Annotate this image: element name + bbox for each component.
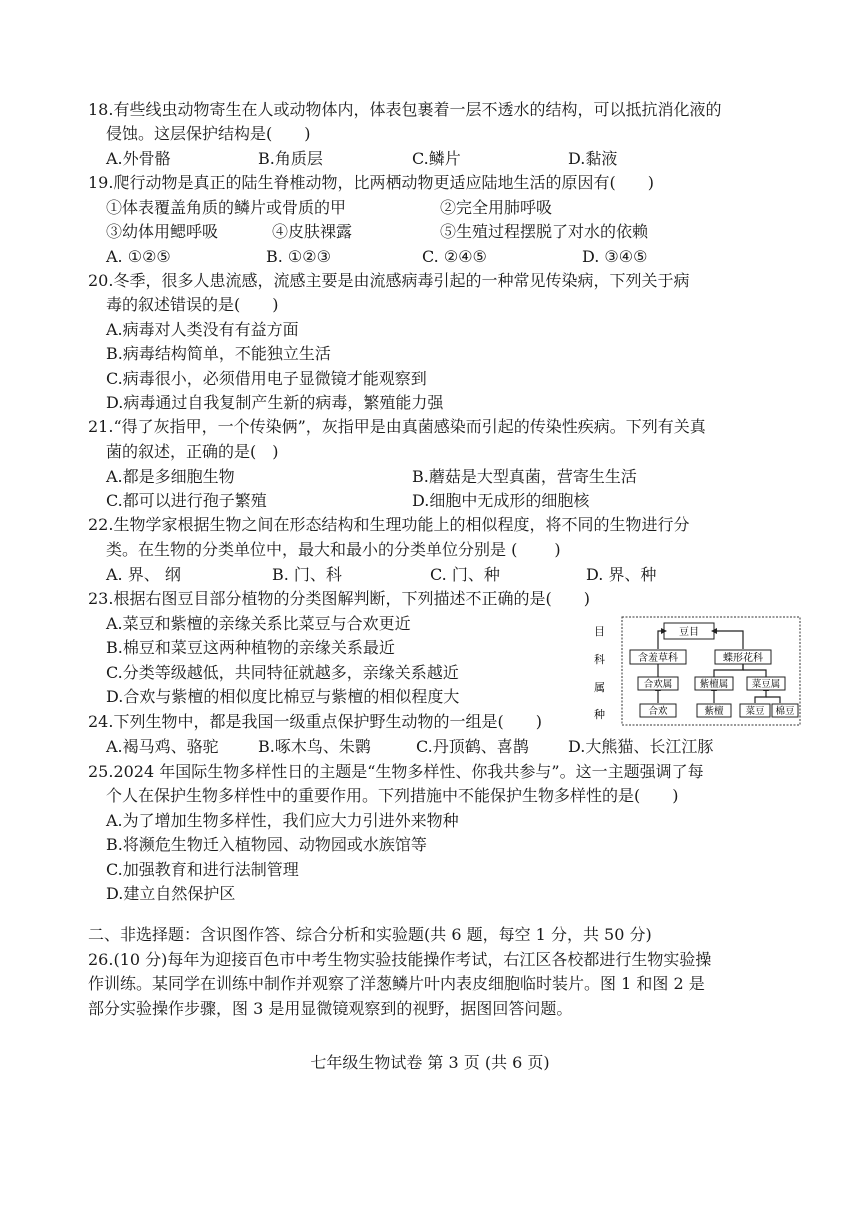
page-footer: 七年级生物试卷 第 3 页 (共 6 页)	[310, 1053, 550, 1072]
option-18-b: B.角质层	[258, 149, 323, 168]
option-19-a: A. ①②⑤	[106, 247, 171, 266]
option-20-b: B.病毒结构简单，不能独立生活	[106, 344, 331, 363]
genus-albizia: 合欢属	[643, 679, 673, 690]
species-pterocarpus: 紫檀	[704, 706, 724, 717]
family-papilionaceae: 蝶形花科	[723, 653, 763, 664]
option-23-d: D.合欢与紫檀的相似度比棉豆与紫檀的相似程度大	[106, 687, 460, 706]
question-22-stem-cont: 类。在生物的分类单位中，最大和最小的分类单位分别是 ( )	[106, 540, 561, 559]
option-19-b: B. ①②③	[266, 247, 331, 266]
level-label-species: 种	[594, 708, 605, 721]
option-19-c: C. ②④⑤	[422, 247, 487, 266]
question-25-stem-cont: 个人在保护生物多样性中的重要作用。下列措施中不能保护生物多样性的是( )	[106, 786, 679, 805]
genus-phaseolus: 菜豆属	[751, 679, 781, 690]
order-name: 豆目	[679, 627, 699, 638]
option-25-d: D.建立自然保护区	[106, 884, 236, 903]
option-20-d: D.病毒通过自我复制产生新的病毒，繁殖能力强	[106, 393, 444, 412]
level-label-genus: 属	[594, 681, 605, 694]
option-22-a: A. 界、 纲	[106, 565, 181, 584]
option-22-b: B. 门、科	[272, 565, 342, 584]
family-mimosaceae: 含羞草科	[638, 653, 678, 664]
level-label-family: 科	[594, 653, 605, 666]
option-23-c: C.分类等级越低，共同特征就越多，亲缘关系越近	[106, 663, 459, 682]
option-22-d: D. 界、种	[586, 565, 657, 584]
option-23-b: B.棉豆和菜豆这两种植物的亲缘关系最近	[106, 638, 395, 657]
question-19-stem: 19.爬行动物是真正的陆生脊椎动物，比两栖动物更适应陆地生活的原因有( )	[88, 173, 654, 192]
question-25-stem: 25.2024 年国际生物多样性日的主题是“生物多样性、你我共参与”。这一主题强调了每	[88, 762, 704, 781]
question-18-stem: 18.有些线虫动物寄生在人或动物体内，体表包裹着一层不透水的结构，可以抵抗消化液的	[88, 100, 722, 119]
item-19-4: ④皮肤裸露	[272, 222, 353, 241]
option-20-a: A.病毒对人类没有有益方面	[106, 320, 299, 339]
option-21-a: A.都是多细胞生物	[106, 467, 235, 486]
option-24-c: C.丹顶鹤、喜鹊	[416, 737, 529, 756]
question-20-stem: 20.冬季，很多人患流感，流感主要是由流感病毒引起的一种常见传染病，下列关于病	[88, 271, 690, 290]
question-23-stem: 23.根据右图豆目部分植物的分类图解判断，下列描述不正确的是( )	[88, 589, 590, 608]
species-albizia: 合欢	[648, 706, 668, 717]
level-label-order: 目	[594, 625, 605, 638]
option-18-a: A.外骨骼	[106, 149, 171, 168]
question-26-stem: 26.(10 分)每年为迎接百色市中考生物实验技能操作考试，右江区各校都进行生物实验操	[88, 950, 712, 969]
item-19-5: ⑤生殖过程摆脱了对水的依赖	[440, 222, 649, 241]
question-26-stem-cont-2: 部分实验操作步骤，图 3 是用显微镜观察到的视野，据图回答问题。	[88, 999, 573, 1018]
option-24-d: D.大熊猫、长江江豚	[568, 737, 714, 756]
option-21-b: B.蘑菇是大型真菌，营寄生生活	[412, 467, 637, 486]
option-24-a: A.褐马鸡、骆驼	[106, 737, 219, 756]
question-22-stem: 22.生物学家根据生物之间在形态结构和生理功能上的相似程度，将不同的生物进行分	[88, 515, 690, 534]
species-kidney-bean: 菜豆	[745, 706, 765, 717]
question-21-stem-cont: 菌的叙述，正确的是( )	[106, 442, 279, 461]
option-25-b: B.将濒危生物迁入植物园、动物园或水族馆等	[106, 835, 427, 854]
question-21-stem: 21.“得了灰指甲，一个传染俩”，灰指甲是由真菌感染而引起的传染性疾病。下列有关真	[88, 417, 706, 436]
option-21-d: D.细胞中无成形的细胞核	[412, 491, 590, 510]
option-18-d: D.黏液	[568, 149, 618, 168]
option-20-c: C.病毒很小，必须借用电子显微镜才能观察到	[106, 369, 427, 388]
option-18-c: C.鳞片	[412, 149, 461, 168]
option-19-d: D. ③④⑤	[582, 247, 648, 266]
species-lima-bean: 棉豆	[775, 706, 795, 717]
question-24-stem: 24.下列生物中，都是我国一级重点保护野生动物的一组是( )	[88, 712, 542, 731]
option-23-a: A.菜豆和紫檀的亲缘关系比菜豆与合欢更近	[106, 614, 411, 633]
section-2-heading: 二、非选择题：含识图作答、综合分析和实验题(共 6 题，每空 1 分，共 50 分)	[88, 925, 652, 944]
option-24-b: B.啄木鸟、朱鹮	[258, 737, 371, 756]
option-21-c: C.都可以进行孢子繁殖	[106, 491, 267, 510]
option-22-c: C. 门、种	[430, 565, 500, 584]
classification-diagram	[590, 615, 802, 727]
option-25-a: A.为了增加生物多样性，我们应大力引进外来物种	[106, 811, 459, 830]
question-26-stem-cont-1: 作训练。某同学在训练中制作并观察了洋葱鳞片叶内表皮细胞临时装片。图 1 和图 2 是	[88, 974, 705, 993]
item-19-3: ③幼体用鳃呼吸	[106, 222, 219, 241]
item-19-1: ①体表覆盖角质的鳞片或骨质的甲	[106, 198, 347, 217]
item-19-2: ②完全用肺呼吸	[440, 198, 553, 217]
genus-pterocarpus: 紫檀属	[699, 679, 729, 690]
question-20-stem-cont: 毒的叙述错误的是( )	[106, 295, 279, 314]
option-25-c: C.加强教育和进行法制管理	[106, 860, 299, 879]
question-18-stem-cont: 侵蚀。这层保护结构是( )	[106, 124, 311, 143]
